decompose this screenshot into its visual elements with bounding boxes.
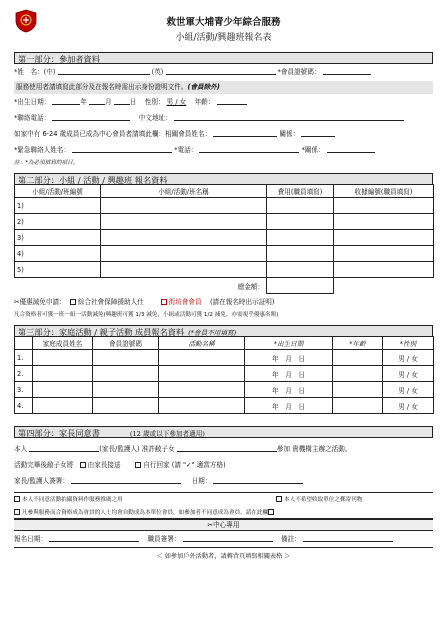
consent-activity-label: 參加 貴機構主辦之活動。 bbox=[276, 445, 352, 453]
sex-cell[interactable]: 男 / 女 bbox=[383, 398, 434, 414]
document-notice bbox=[14, 81, 433, 94]
kaifong-option-label: 街坊會會員 bbox=[168, 298, 202, 306]
remarks-label: 備註： bbox=[280, 535, 301, 543]
month-label: 月 bbox=[105, 98, 112, 106]
dob-row bbox=[14, 94, 433, 110]
member-number-label: *會員證號碼： bbox=[277, 68, 321, 76]
phone-field[interactable] bbox=[52, 111, 130, 121]
activity-table-header bbox=[15, 185, 434, 198]
section-4-title: 第四部分：家長同意書 bbox=[18, 428, 100, 438]
scissors-icon: ✂ bbox=[14, 298, 20, 306]
gender-label: 性別： bbox=[144, 98, 165, 106]
col-age: *年齡 bbox=[333, 337, 383, 350]
membership-opt-label: 凡參與服務而合資格成為會員的人士均會自動成為本單位會員，如參加者不同意成為會員，請在此欄 bbox=[22, 510, 269, 516]
phone-label: *聯絡電話： bbox=[14, 114, 51, 122]
activity-table bbox=[14, 184, 434, 294]
dob-cell[interactable]: 年 月 日 bbox=[245, 382, 333, 398]
receipt-cell[interactable] bbox=[334, 230, 434, 246]
consent-date-label: 日期： bbox=[191, 477, 212, 485]
year-label: 年 bbox=[80, 98, 87, 106]
self-return-label: 自行回家 bbox=[143, 461, 170, 469]
no-mail-label: 本人不希望收取單位之郵寄刊物 bbox=[284, 497, 363, 503]
fee-cell[interactable] bbox=[267, 198, 334, 214]
col-activity-code: 小組/活動/班編號 bbox=[15, 185, 101, 198]
section-3-note: (*會員不用填寫) bbox=[188, 329, 237, 337]
cssa-option-label: 綜合社會保障援助人仕 bbox=[77, 298, 144, 306]
office-row bbox=[14, 531, 433, 548]
consent-line-2 bbox=[14, 457, 433, 473]
registration-date-label: 報名日期： bbox=[14, 535, 47, 543]
consent-self-label: 本人 bbox=[14, 445, 28, 453]
discount-rule: 凡合資格者可獲一班一組一活動減免(興趣班可獲 1/3 減免，小組或活動可獲 1/2 減免，亦需視乎優惠名額) bbox=[14, 312, 279, 318]
child-name-field[interactable] bbox=[177, 442, 277, 452]
table-row bbox=[15, 366, 434, 382]
total-amount-cell[interactable] bbox=[267, 278, 334, 294]
tick-instruction: (請 "✓" 適當方格) bbox=[171, 461, 226, 469]
row-number: 1. bbox=[15, 350, 33, 366]
registration-date-field[interactable] bbox=[49, 532, 139, 542]
table-row bbox=[15, 382, 434, 398]
activity-name-cell[interactable] bbox=[101, 262, 267, 278]
sex-cell[interactable]: 男 / 女 bbox=[383, 382, 434, 398]
office-use-bar bbox=[14, 519, 433, 531]
staff-signature-field[interactable] bbox=[183, 532, 273, 542]
sex-cell[interactable]: 男 / 女 bbox=[383, 350, 434, 366]
receipt-cell[interactable] bbox=[334, 246, 434, 262]
receipt-cell[interactable] bbox=[334, 214, 434, 230]
row-number: 2) bbox=[15, 214, 101, 230]
emergency-name-field[interactable] bbox=[72, 143, 172, 153]
guardian-name-field[interactable] bbox=[29, 442, 99, 452]
office-use-label: 中心專用 bbox=[213, 521, 240, 529]
row-number: 2. bbox=[15, 366, 33, 382]
document-notice-text: 服務使用者請填寫此部分及在報名時需出示身份證明文件。 bbox=[16, 83, 188, 91]
activity-name-cell[interactable] bbox=[101, 230, 267, 246]
self-return-checkbox[interactable] bbox=[135, 462, 141, 468]
gender-field[interactable]: 男 / 女 bbox=[166, 98, 187, 106]
consent-date-field[interactable] bbox=[213, 474, 303, 484]
col-fee: 費用(職員填寫) bbox=[267, 185, 334, 198]
row-number: 4) bbox=[15, 246, 101, 262]
membership-opt-row bbox=[14, 506, 433, 519]
family-member-label: 如家中有 6-24 歲成員已成為中心會員者請填此欄：相關會員姓名： bbox=[14, 130, 212, 138]
form-header bbox=[14, 8, 433, 52]
preferences-row bbox=[14, 492, 433, 506]
receipt-cell[interactable] bbox=[334, 262, 434, 278]
family-member-row bbox=[14, 126, 433, 142]
after-activity-label: 活動完畢後敝子女將 bbox=[14, 461, 74, 469]
kaifong-checkbox[interactable] bbox=[161, 299, 167, 305]
family-relation-field[interactable] bbox=[301, 127, 335, 137]
scissors-icon: ✂ bbox=[207, 521, 214, 529]
name-row bbox=[14, 64, 433, 80]
dob-day-field[interactable] bbox=[114, 95, 130, 105]
discount-row bbox=[14, 294, 433, 310]
parent-pickup-checkbox[interactable] bbox=[80, 462, 86, 468]
col-receipt-number: 收據編號(職員填寫) bbox=[334, 185, 434, 198]
section-4-header bbox=[14, 426, 433, 438]
family-relation-label: 關係： bbox=[279, 130, 300, 138]
mandatory-note: 註：*為必須填寫的項目。 bbox=[14, 160, 79, 166]
discount-label: 優惠減免申請： bbox=[19, 298, 66, 306]
emergency-relation-field[interactable] bbox=[327, 143, 375, 153]
receipt-cell[interactable] bbox=[334, 198, 434, 214]
emergency-phone-field[interactable] bbox=[199, 143, 299, 153]
chinese-name-label: *姓 名：(中) bbox=[14, 68, 56, 76]
dob-cell[interactable]: 年 月 日 bbox=[245, 398, 333, 414]
row-number: 3) bbox=[15, 230, 101, 246]
row-number: 3. bbox=[15, 382, 33, 398]
dob-cell[interactable]: 年 月 日 bbox=[245, 366, 333, 382]
membership-refuse-checkbox[interactable] bbox=[268, 509, 274, 515]
col-member-card: 會員證號碼 bbox=[93, 337, 159, 350]
guardian-signature-field[interactable] bbox=[71, 474, 181, 484]
member-number-field[interactable] bbox=[323, 65, 371, 75]
dob-cell[interactable]: 年 月 日 bbox=[245, 350, 333, 366]
table-row bbox=[15, 350, 434, 366]
activity-name-cell[interactable] bbox=[101, 198, 267, 214]
table-row bbox=[15, 214, 434, 230]
col-activity: 活動名稱 bbox=[159, 337, 245, 350]
total-row bbox=[15, 278, 434, 294]
contact-row bbox=[14, 110, 433, 126]
activity-name-cell[interactable] bbox=[101, 214, 267, 230]
section-1-header bbox=[14, 52, 433, 64]
remarks-field[interactable] bbox=[303, 532, 393, 542]
no-mail-checkbox[interactable] bbox=[276, 496, 282, 502]
dob-label: *出生日期： bbox=[14, 98, 51, 106]
registration-form bbox=[14, 8, 433, 560]
family-members-table bbox=[14, 336, 434, 414]
day-label: 日 bbox=[129, 98, 137, 106]
age-label: 年齡： bbox=[194, 98, 215, 106]
col-sex: *性別 bbox=[383, 337, 434, 350]
emergency-contact-row bbox=[14, 142, 433, 158]
family-table-header bbox=[15, 337, 434, 350]
table-row bbox=[15, 262, 434, 278]
table-row bbox=[15, 398, 434, 414]
table-row bbox=[15, 198, 434, 214]
row-number: 4. bbox=[15, 398, 33, 414]
no-photo-checkbox[interactable] bbox=[14, 496, 20, 502]
guardian-signature-label: 家長/監護人簽署： bbox=[14, 477, 69, 485]
signature-row bbox=[14, 473, 433, 489]
back-page-note: ＜ 如參加戶外活動者，請轉背頁填寫相關表格 ＞ bbox=[156, 553, 291, 560]
staff-signature-label: 職員簽署： bbox=[147, 535, 181, 543]
fee-cell[interactable] bbox=[267, 262, 334, 278]
fee-cell[interactable] bbox=[267, 246, 334, 262]
table-row bbox=[15, 230, 434, 246]
no-photo-label: 本人不同意活動拍攝資料作服務推廣之用 bbox=[22, 497, 123, 503]
form-title: 小組/活動/興趣班報名表 bbox=[175, 33, 272, 43]
row-number: 5) bbox=[15, 262, 101, 278]
consent-line-1 bbox=[14, 441, 433, 457]
address-field[interactable] bbox=[174, 111, 404, 121]
organization-name: 救世軍大埔青少年綜合服務 bbox=[166, 17, 281, 28]
english-name-label: (英) bbox=[151, 68, 164, 76]
cssa-checkbox[interactable] bbox=[70, 299, 76, 305]
section-3-title: 第三部分：家庭活動 / 親子活動 成員報名資料 bbox=[18, 327, 185, 337]
age-field[interactable] bbox=[217, 95, 247, 105]
col-member-name: 家庭成員姓名 bbox=[33, 337, 93, 350]
activity-name-cell[interactable] bbox=[101, 246, 267, 262]
parent-pickup-label: 由家長接送 bbox=[87, 461, 121, 469]
chinese-name-field[interactable] bbox=[58, 65, 150, 75]
english-name-field[interactable] bbox=[166, 65, 276, 75]
emergency-phone-label: *電話： bbox=[174, 146, 198, 154]
emergency-name-label: *緊急聯絡人姓名： bbox=[14, 146, 71, 154]
col-dob: *出生日期 bbox=[245, 337, 333, 350]
consent-permit-label: (家長/監護人) 准許敝子女 bbox=[99, 445, 175, 453]
document-notice-exception: (會員除外) bbox=[187, 83, 220, 91]
emergency-relation-label: *關係： bbox=[301, 146, 325, 154]
family-member-name-field[interactable] bbox=[213, 127, 277, 137]
dob-year-field[interactable] bbox=[52, 95, 80, 105]
address-label: 中文地址： bbox=[138, 114, 172, 122]
total-label: 總金額： bbox=[15, 278, 267, 294]
dob-month-field[interactable] bbox=[89, 95, 105, 105]
section-2-title: 第二部分：小組 / 活動 / 興趣班 報名資料 bbox=[18, 175, 168, 185]
membership-opt-checkbox[interactable] bbox=[14, 509, 20, 515]
col-activity-name: 小組/活動/班名稱 bbox=[101, 185, 267, 198]
fee-cell[interactable] bbox=[267, 230, 334, 246]
table-row bbox=[15, 246, 434, 262]
row-number: 1) bbox=[15, 198, 101, 214]
section-4-note: (12 歲或以下參加者適用) bbox=[129, 430, 205, 438]
fee-cell[interactable] bbox=[267, 214, 334, 230]
discount-proof-note: (請在報名時出示証明) bbox=[209, 298, 275, 306]
section-1-title: 第一部分：參加者資料 bbox=[18, 54, 100, 64]
sex-cell[interactable]: 男 / 女 bbox=[383, 366, 434, 382]
